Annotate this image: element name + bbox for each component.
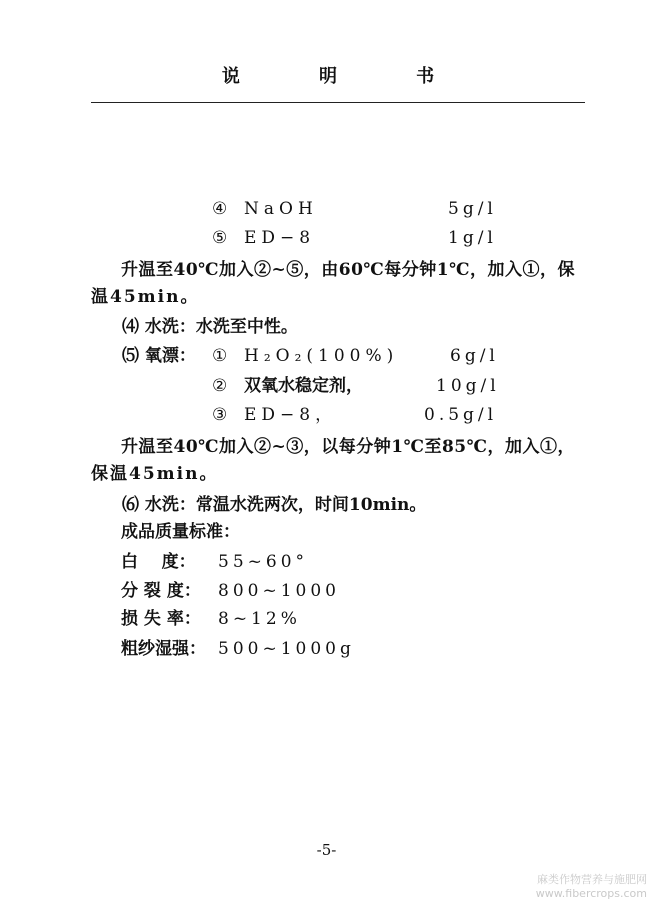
title-char-3: 书 (416, 66, 435, 87)
recipe2-item-amount: 10g/l (436, 376, 500, 396)
title-char-2: 明 (319, 66, 337, 87)
quality-label: 粗纱湿强： (121, 639, 206, 659)
recipe2-item-marker: ① (212, 346, 228, 366)
recipe1-item-name: ED−8 (244, 228, 316, 248)
step-4: ⑷ 水洗：水洗至中性。 (122, 317, 298, 337)
recipe1-item-marker: ④ (212, 199, 228, 219)
recipe2-item-name: 双氧水稳定剂， (244, 376, 363, 396)
quality-label: 损 失 率： (121, 609, 201, 629)
paragraph-1-line-1: 升温至40℃加入②~⑤，由60℃每分钟1℃，加入①，保 (121, 260, 575, 280)
title-char-1: 说 (221, 66, 240, 87)
quality-title: 成品质量标准： (121, 522, 240, 542)
paragraph-2-line-2: 保温45min。 (91, 464, 219, 484)
quality-value: 55~60° (218, 552, 309, 572)
watermark-line-2: www.fibercrops.com (535, 887, 647, 900)
recipe2-item-name: ED−8， (244, 405, 338, 425)
step-6: ⑹ 水洗：常温水洗两次，时间10min。 (122, 495, 427, 515)
watermark (536, 873, 647, 901)
step-5-label: ⑸ 氧漂： (122, 346, 196, 366)
paragraph-1-line-2: 温45min。 (91, 287, 200, 307)
recipe1-item-amount: 1g/l (448, 228, 497, 248)
header-rule (91, 102, 585, 103)
recipe2-item-amount: 0.5g/l (424, 405, 498, 425)
recipe2-item-name: H₂O₂(100%) (244, 346, 399, 366)
recipe1-item-name: NaOH (244, 199, 318, 219)
paragraph-2-line-1: 升温至40℃加入②~③，以每分钟1℃至85℃，加入①， (121, 437, 575, 457)
recipe1-item-marker: ⑤ (212, 228, 228, 248)
watermark-line-1: 麻类作物营养与施肥网 (537, 873, 647, 886)
quality-label: 白 度： (121, 552, 196, 572)
quality-value: 8~12% (218, 609, 301, 629)
page-title (0, 62, 653, 88)
quality-value: 800~1000 (218, 581, 340, 601)
quality-label: 分 裂 度： (121, 581, 201, 601)
quality-value: 500~1000g (218, 639, 355, 659)
page-number: -5- (316, 841, 337, 859)
recipe2-item-amount: 6g/l (450, 346, 499, 366)
recipe2-item-marker: ② (212, 376, 228, 396)
recipe1-item-amount: 5g/l (448, 199, 497, 219)
recipe2-item-marker: ③ (212, 405, 228, 425)
